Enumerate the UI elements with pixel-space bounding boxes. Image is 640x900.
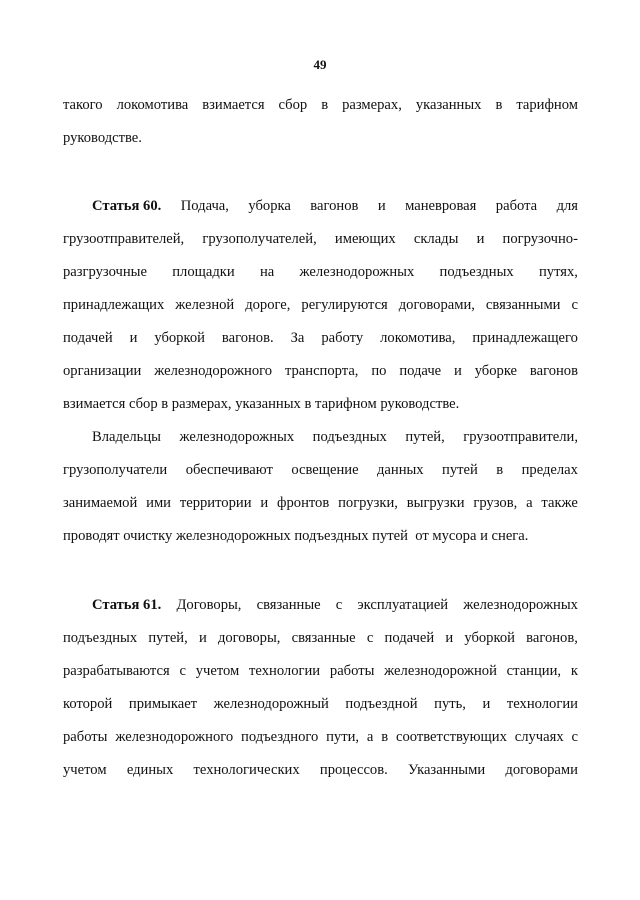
word: Договоры, [176, 597, 242, 613]
word: железнодорожных [179, 429, 295, 445]
word: путей [442, 462, 478, 478]
word: выгрузки [406, 495, 465, 511]
word: железнодорожного [154, 363, 273, 379]
word: соответствующих [396, 729, 507, 745]
text-line [63, 661, 578, 681]
word: путь, [434, 696, 466, 712]
word: подъездных [63, 630, 138, 646]
text-line [63, 694, 578, 714]
word: тарифном [516, 97, 578, 113]
word: освещение [291, 462, 359, 478]
word: указанных [415, 97, 482, 113]
word: территории [179, 495, 252, 511]
word: эксплуатацией [357, 597, 449, 613]
word: на [259, 264, 275, 280]
text-line: проводят очистку железнодорожных подъездных путей от мусора и снега. [63, 528, 529, 544]
word: по [371, 363, 387, 379]
word: подъездного [241, 729, 319, 745]
word: За [290, 330, 305, 346]
word: железнодорожных [299, 264, 415, 280]
word: с [179, 663, 186, 679]
word: пути, [326, 729, 360, 745]
word: единых [126, 762, 174, 778]
word: станции, [506, 663, 562, 679]
word: вагонов [529, 363, 578, 379]
word: погрузки, [338, 495, 398, 511]
text-line: взимается сбор в размерах, указанных в тарифном руководстве. [63, 396, 460, 412]
word: грузоотправителей, [63, 231, 185, 247]
word: в [381, 729, 389, 745]
text-line [63, 493, 578, 513]
word: технологических [193, 762, 300, 778]
word: с [335, 597, 343, 613]
word: фронтов [277, 495, 330, 511]
text-line [63, 262, 578, 282]
text-line [92, 427, 578, 447]
word: и [260, 495, 269, 511]
word: Владельцы [92, 429, 161, 445]
word: с [366, 630, 374, 646]
page-number: 49 [313, 57, 327, 72]
word: погрузочно- [502, 231, 578, 247]
word: такого [63, 97, 103, 113]
word: технологии [506, 696, 578, 712]
word: договоры, [217, 630, 281, 646]
text-line [63, 95, 578, 115]
word: к [570, 663, 578, 679]
text-line [63, 760, 578, 780]
word: железнодорожных [463, 597, 578, 613]
word: договорами [505, 762, 578, 778]
word: подъездных [439, 264, 514, 280]
word: договорами, [398, 297, 475, 313]
word: железнодорожного [115, 729, 234, 745]
word: с [571, 297, 578, 313]
word: и [445, 630, 454, 646]
word: работу [321, 330, 364, 346]
word: сбор [278, 97, 308, 113]
word: случаях [514, 729, 564, 745]
word: учетом [195, 663, 240, 679]
word: маневровая [405, 198, 477, 214]
word: а [366, 729, 374, 745]
word: подаче [399, 363, 442, 379]
word: вагонов. [221, 330, 274, 346]
word: железнодорожной [384, 663, 497, 679]
word: уборкой [464, 630, 515, 646]
word: подачей [63, 330, 113, 346]
word: размерах, [342, 97, 402, 113]
word: грузов, [473, 495, 518, 511]
text-line [63, 361, 578, 381]
word: и [482, 696, 491, 712]
word: и [198, 630, 207, 646]
text-line [63, 727, 578, 747]
word: работы [63, 729, 108, 745]
word: связанные [256, 597, 321, 613]
word: связанные [291, 630, 356, 646]
word: подъездной [345, 696, 418, 712]
word: Указанными [408, 762, 486, 778]
word: в [321, 97, 329, 113]
word: и [454, 363, 462, 379]
word: разгрузочные [63, 264, 147, 280]
text-line [63, 295, 578, 315]
word: занимаемой [63, 495, 138, 511]
word: пределах [521, 462, 578, 478]
word: вагонов [310, 198, 359, 214]
word: путей, [405, 429, 445, 445]
word: железной [175, 297, 235, 313]
word: процессов. [319, 762, 388, 778]
word: взимается [202, 97, 265, 113]
word: склады [413, 231, 459, 247]
word: обеспечивают [185, 462, 273, 478]
word: грузополучатели [63, 462, 168, 478]
word: путях, [538, 264, 578, 280]
word: организации [63, 363, 142, 379]
word: данных [376, 462, 424, 478]
word: уборке [474, 363, 518, 379]
word: принадлежащего [472, 330, 578, 346]
word: Подача, [180, 198, 229, 214]
word: которой [63, 696, 113, 712]
word: разрабатываются [63, 663, 170, 679]
word: примыкает [128, 696, 198, 712]
article-60-heading: Статья 60. [92, 198, 162, 214]
word: в [495, 97, 503, 113]
word: имеющих [334, 231, 396, 247]
word: работа [495, 198, 538, 214]
word: технологии [249, 663, 321, 679]
word: уборка [248, 198, 291, 214]
word: и [129, 330, 138, 346]
article-61-heading: Статья 61. [92, 597, 162, 613]
word: локомотива [116, 97, 189, 113]
word: для [556, 198, 578, 214]
word: площадки [172, 264, 235, 280]
word: транспорта, [284, 363, 359, 379]
text-line [63, 328, 578, 348]
word: также [541, 495, 578, 511]
word: грузоотправители, [463, 429, 578, 445]
article-61-first-line [92, 595, 578, 615]
word: ими [146, 495, 171, 511]
article-60-first-line [92, 196, 578, 216]
word: принадлежащих [63, 297, 165, 313]
word: связанными [485, 297, 561, 313]
word: подъездных [312, 429, 387, 445]
word: локомотива, [380, 330, 456, 346]
text-line: руководстве. [63, 130, 142, 146]
text-line [63, 229, 578, 249]
word: работы [329, 663, 375, 679]
word: регулируются [301, 297, 388, 313]
word: железнодорожный [213, 696, 329, 712]
word: дороге, [245, 297, 291, 313]
text-line [63, 460, 578, 480]
word: и [476, 231, 485, 247]
word: с [571, 729, 578, 745]
word: вагонов, [526, 630, 578, 646]
word: подачей [384, 630, 435, 646]
word: в [496, 462, 504, 478]
word: и [377, 198, 386, 214]
text-line [63, 628, 578, 648]
word: грузополучателей, [202, 231, 317, 247]
word: уборкой [154, 330, 205, 346]
word: учетом [63, 762, 107, 778]
word: путей, [148, 630, 188, 646]
word: а [526, 495, 533, 511]
